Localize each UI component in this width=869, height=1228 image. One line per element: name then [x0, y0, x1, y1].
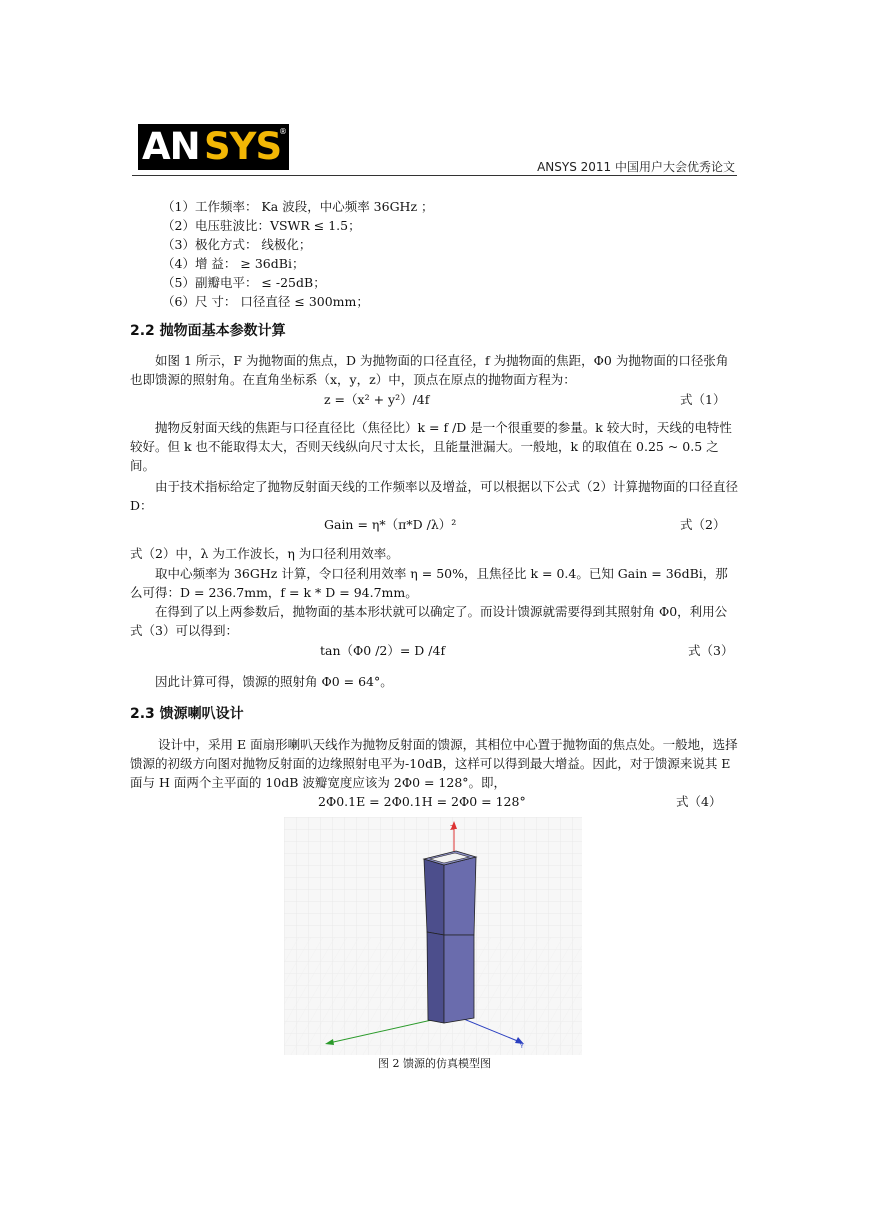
- logo-left-text: AN: [142, 125, 200, 168]
- equation-3-number: 式（3）: [688, 643, 734, 658]
- logo-registered-mark: ®: [279, 127, 287, 136]
- equation-3: tan（Φ0 /2）= D /4f: [320, 643, 446, 658]
- spec-item-size: （6）尺 寸： 口径直径 ≤ 300mm；: [162, 294, 369, 309]
- equation-2-number: 式（2）: [680, 517, 726, 532]
- equation-1: z =（x² + y²）/4f: [324, 392, 430, 407]
- logo-right-text: SYS: [204, 125, 282, 168]
- header-divider: [132, 175, 737, 176]
- paragraph: 因此计算可得，馈源的照射角 Φ0 = 64°。: [155, 674, 393, 689]
- figure-caption: 图 2 馈源的仿真模型图: [378, 1057, 491, 1070]
- ansys-logo: [138, 124, 289, 170]
- spec-item-polarization: （3）极化方式： 线极化；: [162, 237, 312, 252]
- paragraph: 设计中，采用 E 面扇形喇叭天线作为抛物反射面的馈源，其相位中心置于抛物面的焦点处。一般地，选择馈源的初级方向图对抛物反射面的边缘照射电平为-10dB，这样可以得到最大增益。因此，对于馈源来说其 E 面与 H 面两个主平面的 10dB 波瓣宽度应该为 2Φ0 = 128°。即，: [130, 737, 738, 790]
- equation-2: Gain = η*（π*D /λ）²: [324, 517, 457, 532]
- spec-item-sidelobe: （5）副瓣电平： ≤ -25dB；: [162, 275, 326, 290]
- header-title: ANSYS 2011 中国用户大会优秀论文: [537, 160, 735, 174]
- section-heading-2-3: 2.3 馈源喇叭设计: [130, 706, 244, 722]
- paragraph: 由于技术指标给定了抛物反射面天线的工作频率以及增益，可以根据以下公式（2）计算抛物面的口径直径 D：: [130, 479, 738, 513]
- paragraph: 在得到了以上两参数后，抛物面的基本形状就可以确定了。而设计馈源就需要得到其照射角 Φ0，利用公式（3）可以得到：: [130, 604, 728, 638]
- feed-horn-body: [424, 851, 476, 1023]
- feed-horn-model-figure: [284, 817, 582, 1055]
- paragraph: 如图 1 所示，F 为抛物面的焦点，D 为抛物面的口径直径，f 为抛物面的焦距，Φ0 为抛物面的口径张角也即馈源的照射角。在直角坐标系（x，y，z）中，顶点在原点的抛物面方程为：: [130, 353, 729, 387]
- spec-item-vswr: （2）电压驻波比：VSWR ≤ 1.5；: [162, 218, 361, 233]
- equation-1-number: 式（1）: [680, 392, 726, 407]
- paragraph: 抛物反射面天线的焦距与口径直径比（焦径比）k = f /D 是一个很重要的参量。k 较大时，天线的电特性较好。但 k 也不能取得太大，否则天线纵向尺寸太长，且能量泄漏大。一般地，k 的取值在 0.25 ~ 0.5 之间。: [130, 420, 732, 473]
- paragraph: 取中心频率为 36GHz 计算，令口径利用效率 η = 50%，且焦径比 k = 0.4。已知 Gain = 36dBi，那么可得：D = 236.7mm，f = k * D = 94.7mm。: [130, 566, 728, 600]
- feed-horn-model-svg: [284, 817, 582, 1055]
- paragraph: 式（2）中，λ 为工作波长，η 为口径利用效率。: [130, 546, 399, 561]
- z-axis-label: Z: [450, 824, 455, 832]
- y-axis-label: Y: [520, 1043, 524, 1050]
- equation-4-number: 式（4）: [676, 794, 722, 809]
- spec-item-frequency: （1）工作频率： Ka 波段，中心频率 36GHz ；: [162, 199, 434, 214]
- spec-item-gain: （4）增 益： ≥ 36dBi；: [162, 256, 305, 271]
- section-heading-2-2: 2.2 抛物面基本参数计算: [130, 323, 286, 339]
- equation-4: 2Φ0.1E = 2Φ0.1H = 2Φ0 = 128°: [318, 794, 526, 809]
